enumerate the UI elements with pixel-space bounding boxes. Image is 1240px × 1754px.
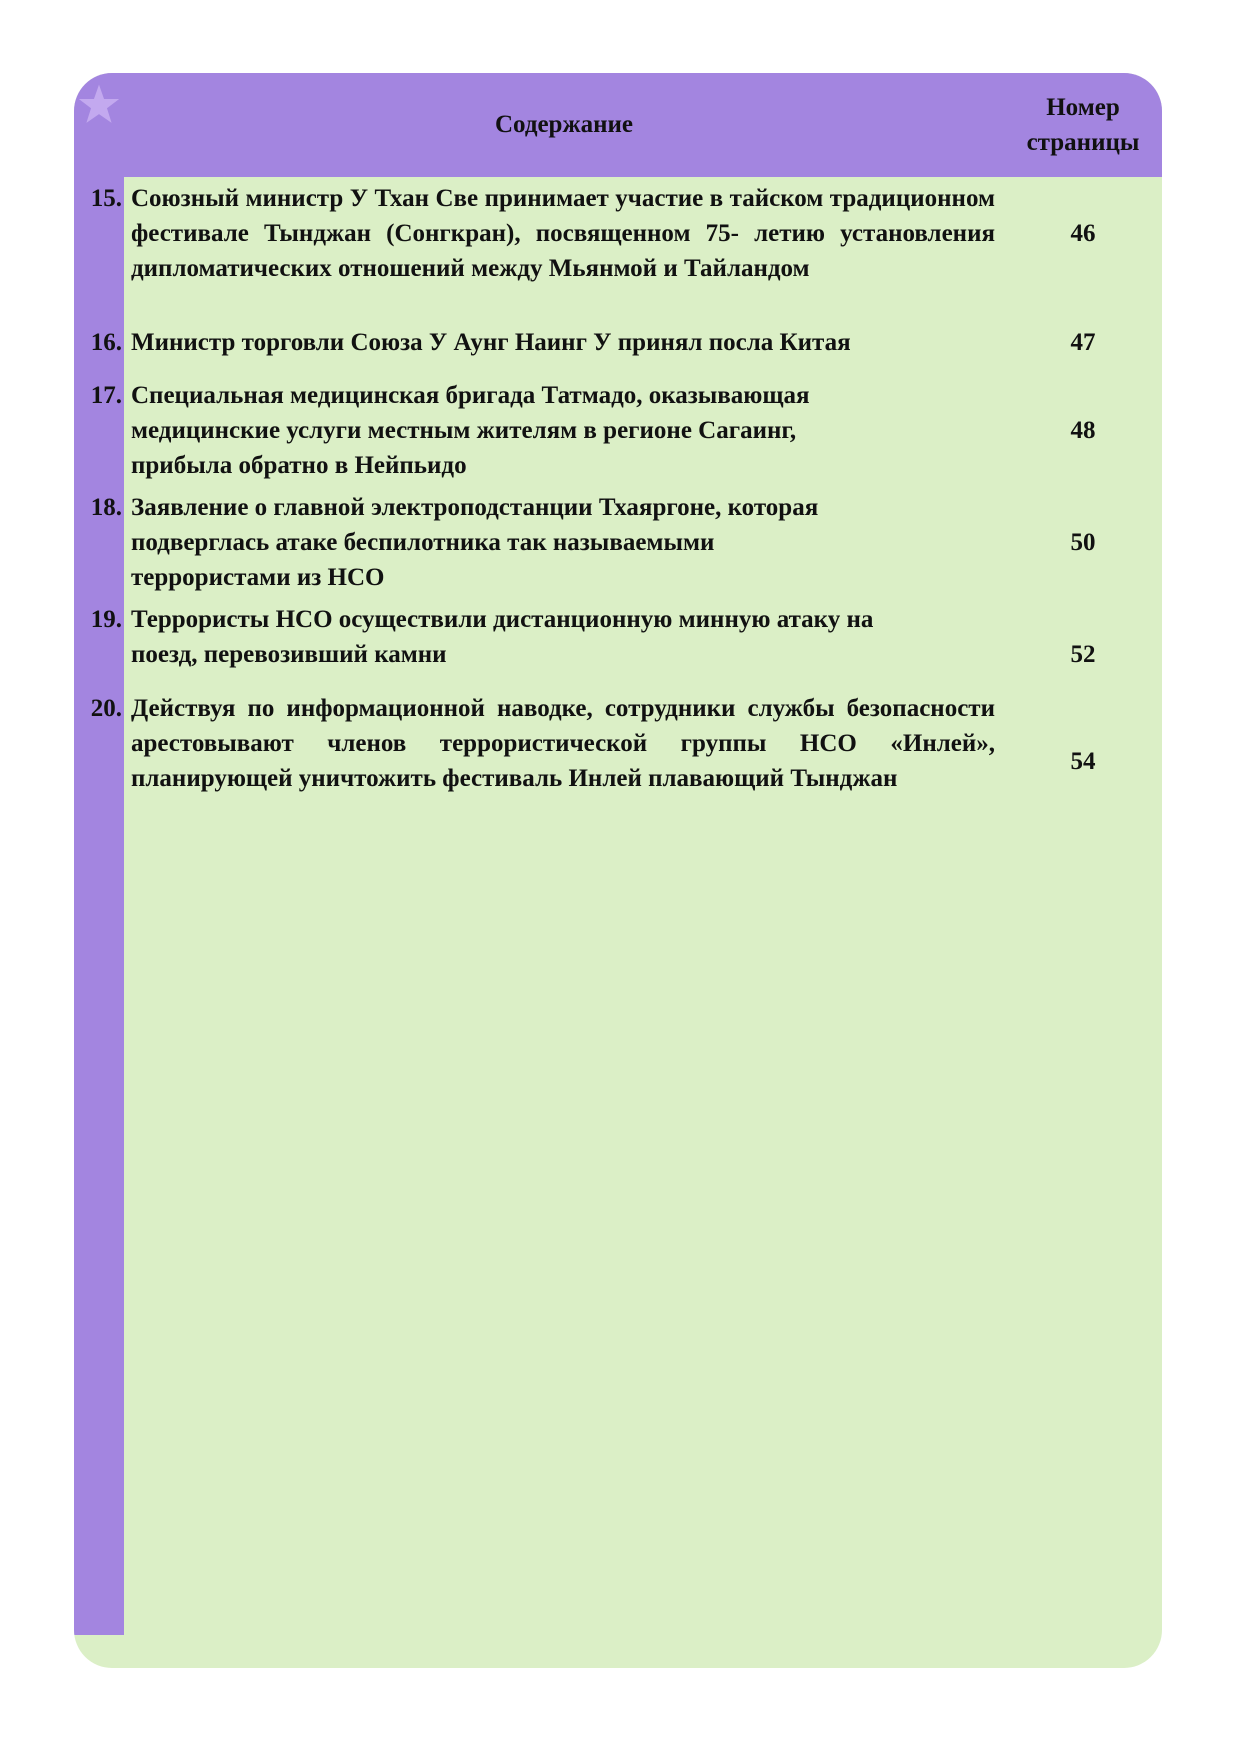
- page-number-heading-line2: страницы: [1026, 129, 1140, 156]
- entry-title: Заявление о главной электроподстанции Тхаяргоне, которая подверглась атаке беспилотника так называемыми террористами из НСО: [131, 494, 819, 591]
- entry-number: 19.: [90, 606, 122, 633]
- entry-page-number: 47: [1070, 329, 1096, 356]
- entry-title: Действуя по информационной наводке, сотрудники службы безопасности арестовывают членов террористической группы НСО «Инлей», планирующей уничтожить фестиваль Инлей плавающий Тынджан: [131, 695, 995, 792]
- entry-title: Террористы НСО осуществили дистанционную минную атаку на поезд, перевозивший камни: [131, 606, 874, 668]
- entry-title: Специальная медицинская бригада Татмадо, оказывающая медицинские услуги местным жителям в регионе Сагаинг, прибыла обратно в Нейпьидо: [131, 382, 810, 479]
- left-accent-bar: [74, 73, 124, 1635]
- entry-page-number: 46: [1070, 220, 1096, 247]
- entry-page-number: 50: [1070, 529, 1096, 556]
- contents-panel: [74, 73, 1162, 1668]
- entry-page-number: 52: [1070, 641, 1096, 668]
- page-number-heading: [1004, 73, 1162, 177]
- entry-number: 16.: [90, 329, 122, 356]
- entry-number: 15.: [90, 185, 122, 212]
- page-number-heading-line1: Номер: [1046, 94, 1120, 121]
- contents-heading: Содержание: [494, 111, 633, 138]
- entry-title: Министр торговли Союза У Аунг Наинг У принял посла Китая: [131, 329, 851, 356]
- entry-number: 17.: [90, 382, 122, 409]
- entry-page-number: 48: [1070, 417, 1096, 444]
- star-icon: [78, 83, 120, 125]
- entry-number: 20.: [90, 695, 122, 722]
- entry-page-number: 54: [1070, 748, 1096, 775]
- entry-title: Союзный министр У Тхан Све принимает участие в тайском традиционном фестивале Тынджан (Сонгкран), посвященном 75- летию установления дипломатических отношений между Мьянмой и Тайландом: [131, 185, 996, 282]
- entry-number: 18.: [90, 494, 122, 521]
